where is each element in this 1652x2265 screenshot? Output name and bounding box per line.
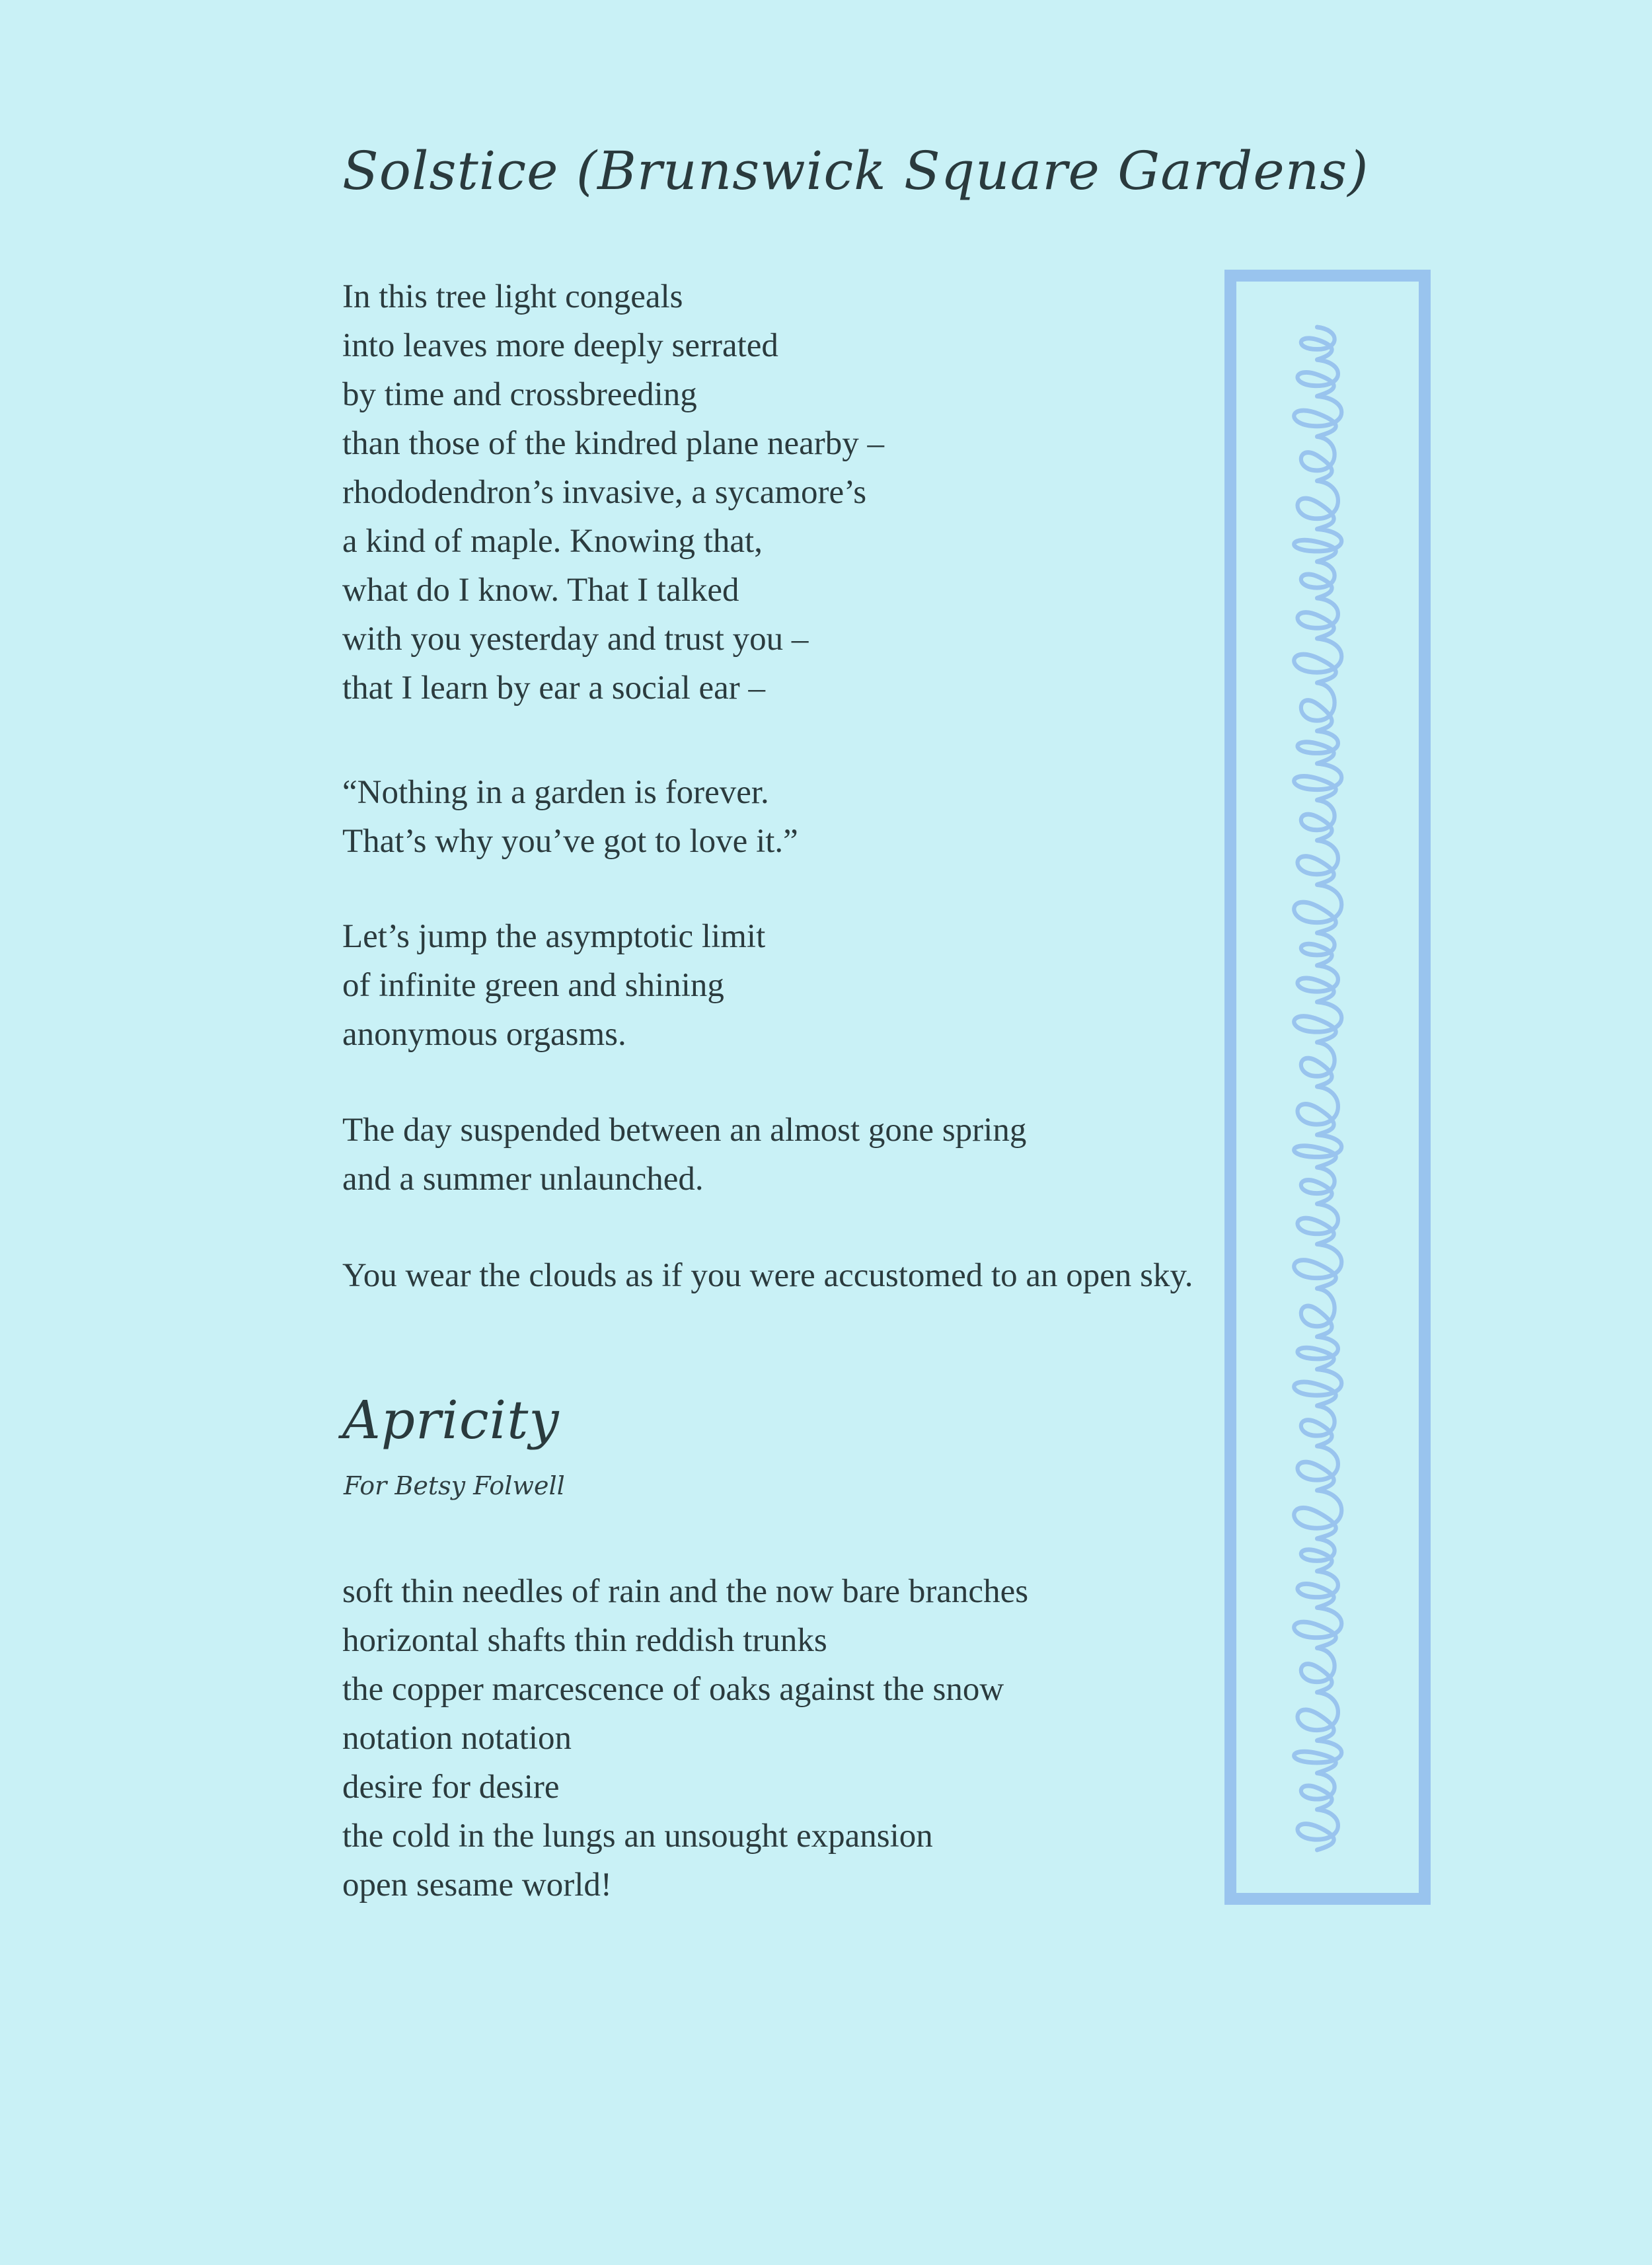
solstice-stanza-2 xyxy=(342,768,798,866)
poem-line: You wear the clouds as if you were accustomed to an open sky. xyxy=(342,1257,1193,1294)
poem-line: than those of the kindred plane nearby – xyxy=(342,425,884,462)
poem-line: of infinite green and shining xyxy=(342,967,724,1004)
apricity-stanza-1 xyxy=(342,1567,1028,1909)
poem-line: that I learn by ear a social ear – xyxy=(342,670,765,707)
poem-line: notation notation xyxy=(342,1720,572,1757)
poem-line: by time and crossbreeding xyxy=(342,376,697,413)
poem-title-apricity: Apricity xyxy=(342,1389,560,1451)
poem-line: open sesame world! xyxy=(342,1866,612,1903)
poem-line: and a summer unlaunched. xyxy=(342,1161,704,1198)
poem-line: Let’s jump the asymptotic limit xyxy=(342,918,766,955)
poem-line: The day suspended between an almost gone spring xyxy=(342,1112,1027,1149)
poem-line: desire for desire xyxy=(342,1769,560,1806)
poem-dedication: For Betsy Folwell xyxy=(344,1471,565,1500)
solstice-stanza-3 xyxy=(342,912,765,1059)
poem-line: That’s why you’ve got to love it.” xyxy=(342,823,798,860)
poem-line: the copper marcescence of oaks against the snow xyxy=(342,1671,1004,1708)
poem-line: with you yesterday and trust you – xyxy=(342,621,809,658)
poem-line: into leaves more deeply serrated xyxy=(342,327,778,364)
poem-line: the cold in the lungs an unsought expansion xyxy=(342,1818,933,1855)
poem-line: anonymous orgasms. xyxy=(342,1016,626,1053)
poem-line: soft thin needles of rain and the now bare branches xyxy=(342,1573,1029,1610)
calligraphic-scribble-border-icon xyxy=(1236,282,1419,1893)
poem-line: rhododendron’s invasive, a sycamore’s xyxy=(342,474,867,511)
solstice-stanza-1 xyxy=(342,272,884,712)
decorative-border-frame xyxy=(1224,270,1431,1905)
solstice-stanza-4 xyxy=(342,1106,1026,1204)
poem-line: a kind of maple. Knowing that, xyxy=(342,523,763,560)
solstice-stanza-5 xyxy=(342,1251,1193,1300)
poem-line: “Nothing in a garden is forever. xyxy=(342,774,769,811)
poem-line: what do I know. That I talked xyxy=(342,572,739,609)
poem-line: horizontal shafts thin reddish trunks xyxy=(342,1622,827,1659)
poem-title-solstice: Solstice (Brunswick Square Gardens) xyxy=(342,140,1369,202)
poem-line: In this tree light congeals xyxy=(342,278,683,315)
